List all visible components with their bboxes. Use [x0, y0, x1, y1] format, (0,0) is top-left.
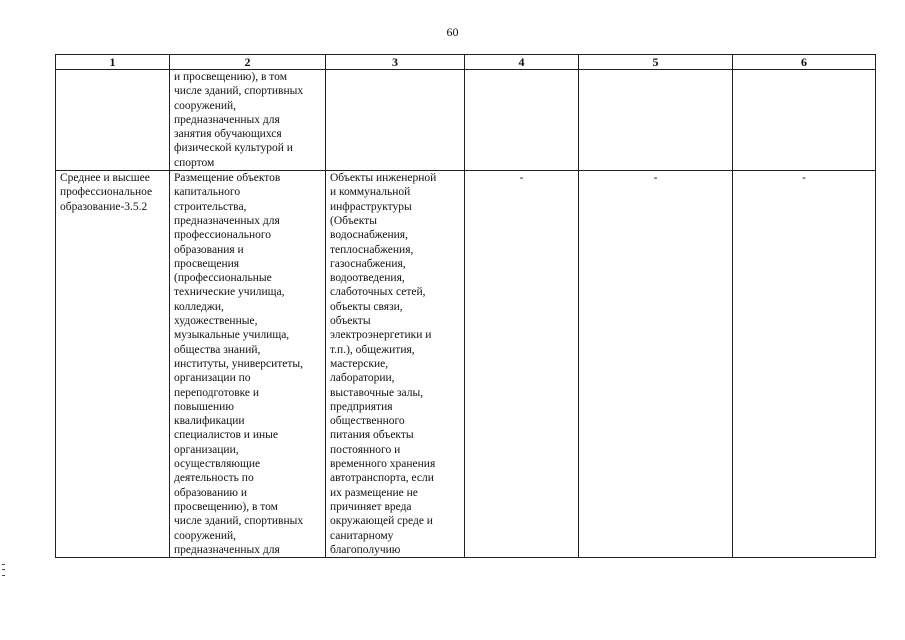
cell-text: -	[519, 172, 524, 185]
cell-text: -	[802, 172, 806, 185]
table-cell	[465, 171, 579, 558]
column-header-6: 6	[733, 55, 876, 70]
header-row	[56, 55, 876, 70]
column-header-1: 1	[56, 55, 170, 70]
column-header-4: 4	[465, 55, 579, 70]
page-number: 60	[446, 25, 459, 39]
table-cell	[170, 171, 326, 558]
table-cell	[579, 70, 733, 171]
table-cell	[465, 70, 579, 171]
margin-mark	[2, 564, 5, 576]
column-header-2: 2	[170, 55, 326, 70]
table-cell	[56, 171, 170, 558]
column-header-5: 5	[579, 55, 733, 70]
table-row	[56, 70, 876, 171]
cell-text: Среднее и высшее профессиональное образование-3.5.2	[60, 172, 153, 213]
table-cell	[170, 70, 326, 171]
table-cell	[56, 70, 170, 171]
table-cell	[326, 70, 465, 171]
table-row	[56, 171, 876, 558]
cell-text: Объекты инженерной и коммунальной инфраструктуры (Объекты водоснабжения, теплоснабжения, газоснабжения, водоотведения, слаботочных сетей, объекты связи, объекты электроэнергетики и т.п.), общежития, мастерские, лаборатории, выставочные залы, предприятия общественного питания объекты постоянного и временного хранения автотранспорта, если их размещение не причиняет вреда окружающей среде и санитарному благополучию	[330, 172, 437, 556]
cell-text: -	[653, 172, 658, 185]
table-cell	[733, 70, 876, 171]
table-cell	[326, 171, 465, 558]
table-cell	[733, 171, 876, 558]
column-header-3: 3	[326, 55, 465, 70]
table-cell	[579, 171, 733, 558]
cell-text: Размещение объектов капитального строительства, предназначенных для профессионального образования и просвещения (профессиональные технические училища, колледжи, художественные, музыкальные училища, общества знаний, институты, университеты, организации по переподготовке и повышению квалификации специалистов и иные организации, осуществляющие деятельность по образованию и просвещению), в том числе зданий, спортивных сооружений, предназначенных для	[174, 172, 304, 556]
land-use-table	[55, 54, 876, 558]
cell-text: и просвещению), в том числе зданий, спортивных сооружений, предназначенных для занятия обучающихся физической культурой и спортом	[174, 71, 304, 169]
